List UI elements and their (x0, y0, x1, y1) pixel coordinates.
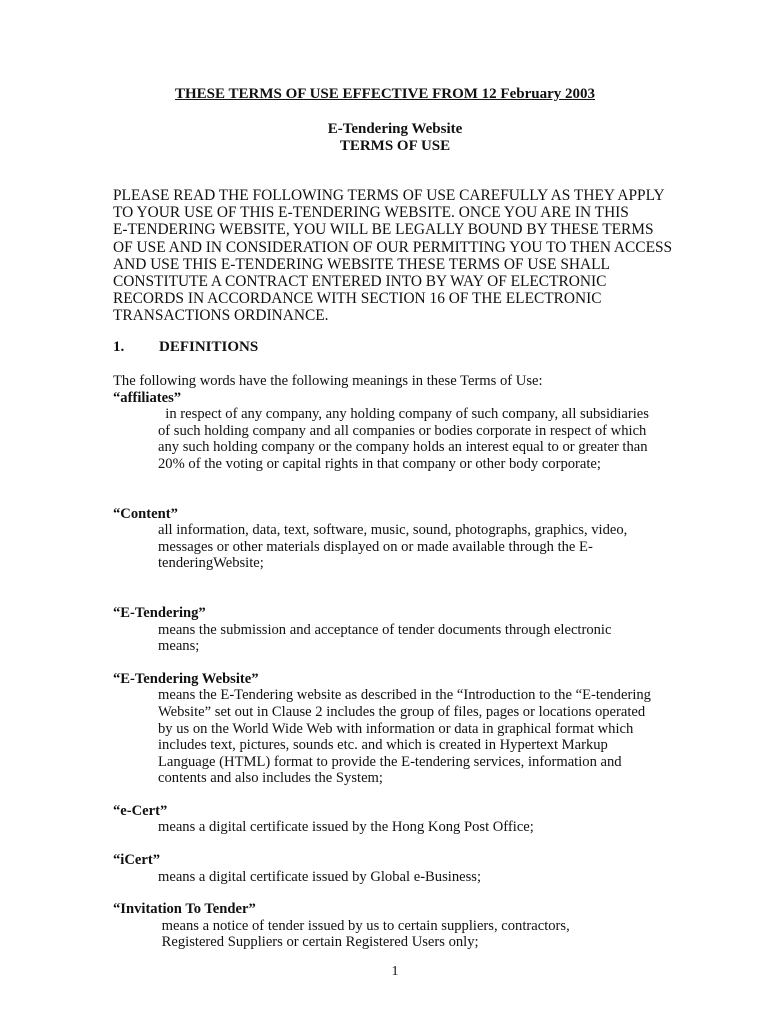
intro-line: CONSTITUTE A CONTRACT ENTERED INTO BY WAY OF ELECTRONIC (113, 273, 607, 291)
definition-line: Website” set out in Clause 2 includes the group of files, pages or locations operated (158, 703, 646, 720)
spacer (113, 787, 683, 803)
definition-item (113, 803, 683, 836)
section-number: 1. (113, 339, 125, 355)
document-title-block (0, 121, 770, 155)
definition-term: “Invitation To Tender” (113, 901, 256, 918)
definition-line: of such holding company and all companies or bodies corporate in respect of which (158, 422, 647, 439)
definition-term: “e-Cert” (113, 802, 168, 819)
spacer (113, 655, 683, 671)
definition-text (158, 622, 683, 655)
spacer (113, 885, 683, 901)
definition-line: includes text, pictures, sounds etc. and which is created in Hypertext Markup (158, 737, 608, 754)
spacer (113, 473, 683, 506)
section-heading (113, 339, 258, 356)
definition-item (113, 901, 683, 951)
definition-text (158, 687, 683, 787)
definition-item (113, 506, 683, 572)
definition-text (158, 406, 683, 472)
definition-line: means a digital certificate issued by Global e-Business; (158, 868, 482, 885)
definition-item (113, 390, 683, 473)
definition-line: contents and also includes the System; (158, 770, 383, 787)
definition-text (158, 869, 683, 886)
effective-date-line: THESE TERMS OF USE EFFECTIVE FROM 12 February 2003 (174, 86, 596, 102)
definitions-list (113, 373, 683, 951)
intro-line: E-TENDERING WEBSITE, YOU WILL BE LEGALLY BOUND BY THESE TERMS (113, 221, 654, 239)
definition-line: Language (HTML) format to provide the E-tendering services, information and (158, 753, 622, 770)
definition-line: all information, data, text, software, music, sound, photographs, graphics, video, (158, 522, 628, 539)
intro-line: AND USE THIS E-TENDERING WEBSITE THESE TERMS OF USE SHALL (113, 255, 610, 273)
definition-line: by us on the World Wide Web with information or data in graphical format which (158, 720, 634, 737)
page-number: 1 (391, 964, 399, 979)
definition-line: in respect of any company, any holding company of such company, all subsidiaries (158, 406, 649, 423)
definition-line: tenderingWebsite; (158, 555, 264, 572)
spacer (113, 836, 683, 852)
definition-line: means the submission and acceptance of tender documents through electronic (158, 621, 612, 638)
definition-item (113, 852, 683, 885)
definition-text (158, 522, 683, 572)
intro-line: TRANSACTIONS ORDINANCE. (113, 307, 329, 325)
definition-line: means a notice of tender issued by us to certain suppliers, contractors, (158, 917, 570, 934)
definition-term: “E-Tendering Website” (113, 670, 259, 687)
intro-line: OF USE AND IN CONSIDERATION OF OUR PERMITTING YOU TO THEN ACCESS (113, 238, 673, 256)
definition-line: messages or other materials displayed on or made available through the E- (158, 538, 593, 555)
definition-line: Registered Suppliers or certain Registered Users only; (158, 934, 479, 951)
definition-term: “Content” (113, 505, 178, 522)
definition-line: means a digital certificate issued by the Hong Kong Post Office; (158, 819, 534, 836)
definition-term: “affiliates” (113, 389, 182, 406)
intro-line: PLEASE READ THE FOLLOWING TERMS OF USE CAREFULLY AS THEY APPLY (113, 187, 665, 204)
intro-line: TO YOUR USE OF THIS E-TENDERING WEBSITE. ONCE YOU ARE IN THIS (113, 204, 629, 222)
definition-term: “iCert” (113, 852, 161, 869)
definition-line: 20% of the voting or capital rights in that company or other body corporate; (158, 455, 601, 472)
definition-text (158, 918, 683, 951)
definition-line: any such holding company or the company holds an interest equal to or greater than (158, 439, 648, 456)
definition-item (113, 605, 683, 655)
spacer (113, 572, 683, 605)
intro-paragraph (113, 187, 683, 325)
definitions-lead: The following words have the following meanings in these Terms of Use: (113, 373, 543, 389)
section-title: DEFINITIONS (159, 339, 259, 355)
definition-line: means the E-Tendering website as described in the “Introduction to the “E-tendering (158, 687, 651, 704)
definition-line: means; (158, 638, 200, 655)
intro-line: RECORDS IN ACCORDANCE WITH SECTION 16 OF THE ELECTRONIC (113, 290, 602, 308)
definition-term: “E-Tendering” (113, 604, 206, 621)
definition-text (158, 819, 683, 836)
website-title: E-Tendering Website (327, 121, 463, 137)
terms-of-use-title: TERMS OF USE (339, 138, 451, 154)
definition-item (113, 671, 683, 787)
